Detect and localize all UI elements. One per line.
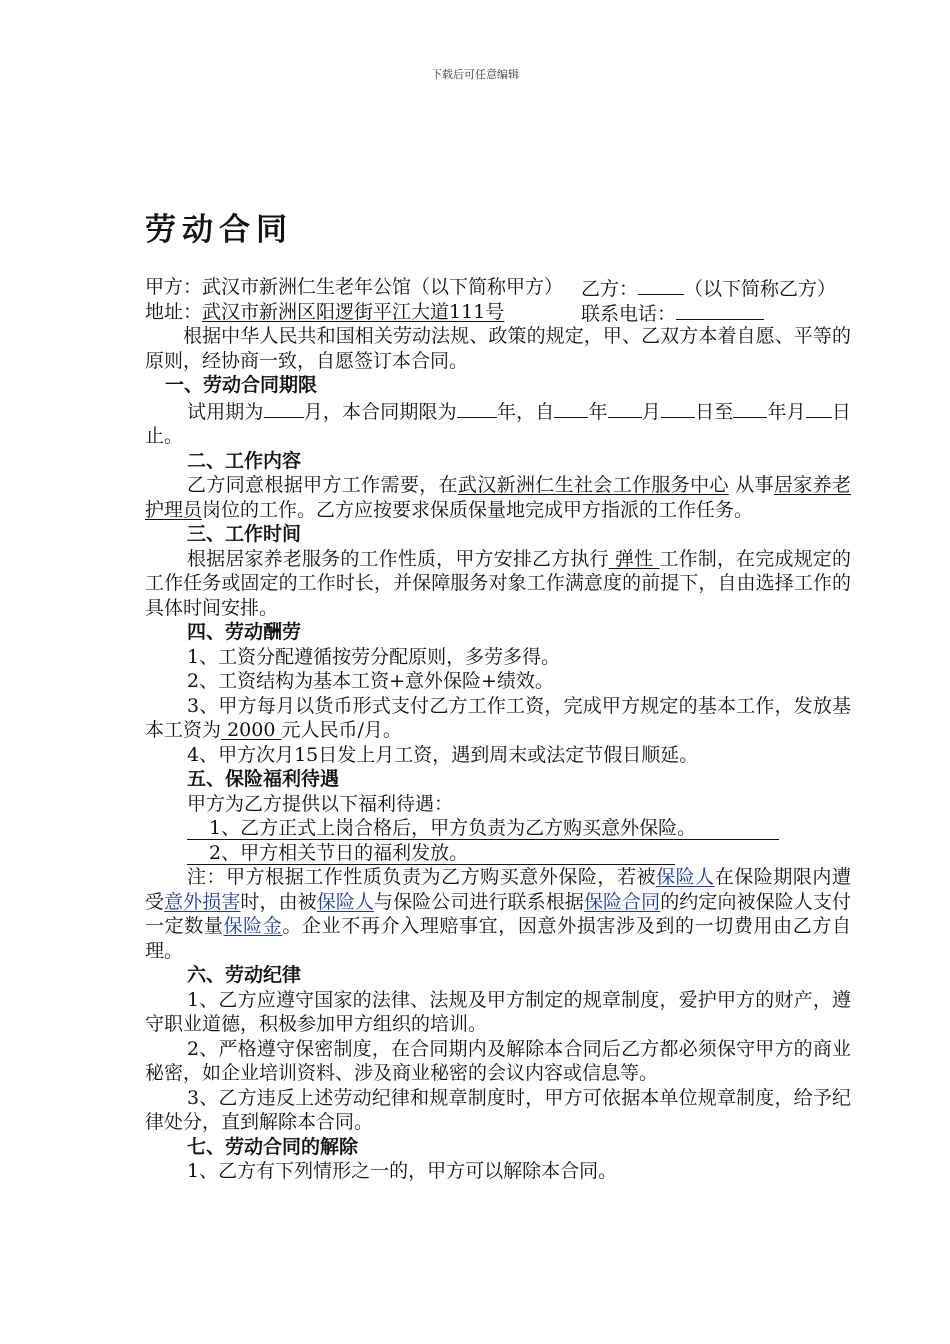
start-year-blank[interactable] xyxy=(554,398,588,418)
link-insurance-payment[interactable]: 保险金 xyxy=(223,915,283,937)
pay-item-3: 3、甲方每月以货币形式支付乙方工作工资，完成甲方规定的基本工作，发放基本工资为 2000 元人民币/月。 xyxy=(145,694,851,741)
address-row xyxy=(145,300,851,325)
party-b-blank[interactable] xyxy=(638,275,684,295)
section-3-heading: 三、工作时间 xyxy=(187,523,302,545)
section-3-content: 根据居家养老服务的工作性质，甲方安排乙方执行 弹性 工作制，在完成规定的工作任务或固定的工作时长，并保障服务对象工作满意度的前提下，自由选择工作的具体时间安排。 xyxy=(145,547,851,619)
phone: 联系电话： xyxy=(581,300,764,327)
section-4-heading: 四、劳动酬劳 xyxy=(187,621,302,643)
section-2-content: 乙方同意根据甲方工作需要，在武汉新洲仁生社会工作服务中心 从事居家养老护理员岗位的工作。乙方应按要求保质保量地完成甲方指派的工作任务。 xyxy=(145,474,851,521)
insurance-note: 注：甲方根据工作性质负责为乙方购买意外保险，若被保险人在保险期限内遭受意外损害时，由被保险人与保险公司进行联系根据保险合同的约定向被保险人支付一定数量保险金。企业不再介入理赔事宜，因意外损害涉及到的一切费用由乙方自理。 xyxy=(145,866,851,962)
section-5-heading: 五、保险福利待遇 xyxy=(187,768,340,790)
benefits-intro: 甲方为乙方提供以下福利待遇： xyxy=(187,792,454,815)
pay-item-2: 2、工资结构为基本工资+意外保险+绩效。 xyxy=(187,670,554,692)
end-year-blank[interactable] xyxy=(733,398,767,418)
start-day-blank[interactable] xyxy=(661,398,695,418)
address: 地址：武汉市新洲区阳逻街平江大道111号 xyxy=(145,300,505,323)
term-years-blank[interactable] xyxy=(457,398,497,418)
start-month-blank[interactable] xyxy=(608,398,642,418)
discipline-item-3: 3、乙方违反上述劳动纪律和规章制度时，甲方可依据本单位规章制度，给予纪律处分，直到解除本合同。 xyxy=(145,1086,851,1133)
benefit-item-2: 2、甲方相关节日的福利发放。 xyxy=(145,841,851,866)
link-insured-2[interactable]: 保险人 xyxy=(316,890,374,913)
intro-paragraph: 根据中华人民共和国相关劳动法规、政策的规定，甲、乙双方本着自愿、平等的原则，经协商一致，自愿签订本合同。 xyxy=(145,325,851,372)
party-b: 乙方： （以下简称乙方） xyxy=(581,275,836,302)
work-mode: 弹性 xyxy=(614,547,654,570)
termination-item-1: 1、乙方有下列情形之一的，甲方可以解除本合同。 xyxy=(187,1160,618,1182)
section-7-heading: 七、劳动合同的解除 xyxy=(187,1135,359,1158)
probation-months-blank[interactable] xyxy=(264,398,304,418)
pay-item-1: 1、工资分配遵循按劳分配原则，多劳多得。 xyxy=(187,645,561,668)
position: 居家养老护理员 xyxy=(145,474,851,521)
benefit-item-1: 1、乙方正式上岗合格后，甲方负责为乙方购买意外保险。 xyxy=(145,816,851,841)
base-wage: 2000 xyxy=(227,719,276,741)
workplace: 武汉新洲仁生社会工作服务中心 xyxy=(457,474,729,496)
section-2-heading: 二、工作内容 xyxy=(187,449,302,472)
discipline-item-1: 1、乙方应遵守国家的法律、法规及甲方制定的规章制度，爱护甲方的财产，遵守职业道德，积极参加甲方组织的培训。 xyxy=(145,988,851,1035)
end-day-blank[interactable] xyxy=(806,398,832,418)
section-1-term: 试用期为 月，本合同期限为 年，自 年 月 日至 年月 日止。 xyxy=(145,398,851,449)
document-title: 劳动合同 xyxy=(145,212,293,248)
phone-blank[interactable] xyxy=(676,300,764,320)
page-header-note: 下载后可任意编辑 xyxy=(431,68,519,81)
section-6-heading: 六、劳动纪律 xyxy=(187,964,302,986)
party-a: 甲方：武汉市新洲仁生老年公馆（以下简称甲方） xyxy=(145,276,564,298)
link-insured[interactable]: 保险人 xyxy=(656,866,715,888)
discipline-item-2: 2、严格遵守保密制度，在合同期内及解除本合同后乙方都必须保守甲方的商业秘密，如企业培训资料、涉及商业秘密的会议内容或信息等。 xyxy=(145,1037,851,1084)
pay-item-4: 4、甲方次月15日发上月工资，遇到周末或法定节假日顺延。 xyxy=(187,743,699,766)
link-accidental-injury[interactable]: 意外损害 xyxy=(164,890,241,913)
link-insurance-contract[interactable]: 保险合同 xyxy=(583,890,661,913)
party-row xyxy=(145,275,851,300)
contract-body xyxy=(145,275,851,1184)
section-1-heading: 一、劳动合同期限 xyxy=(165,374,318,396)
